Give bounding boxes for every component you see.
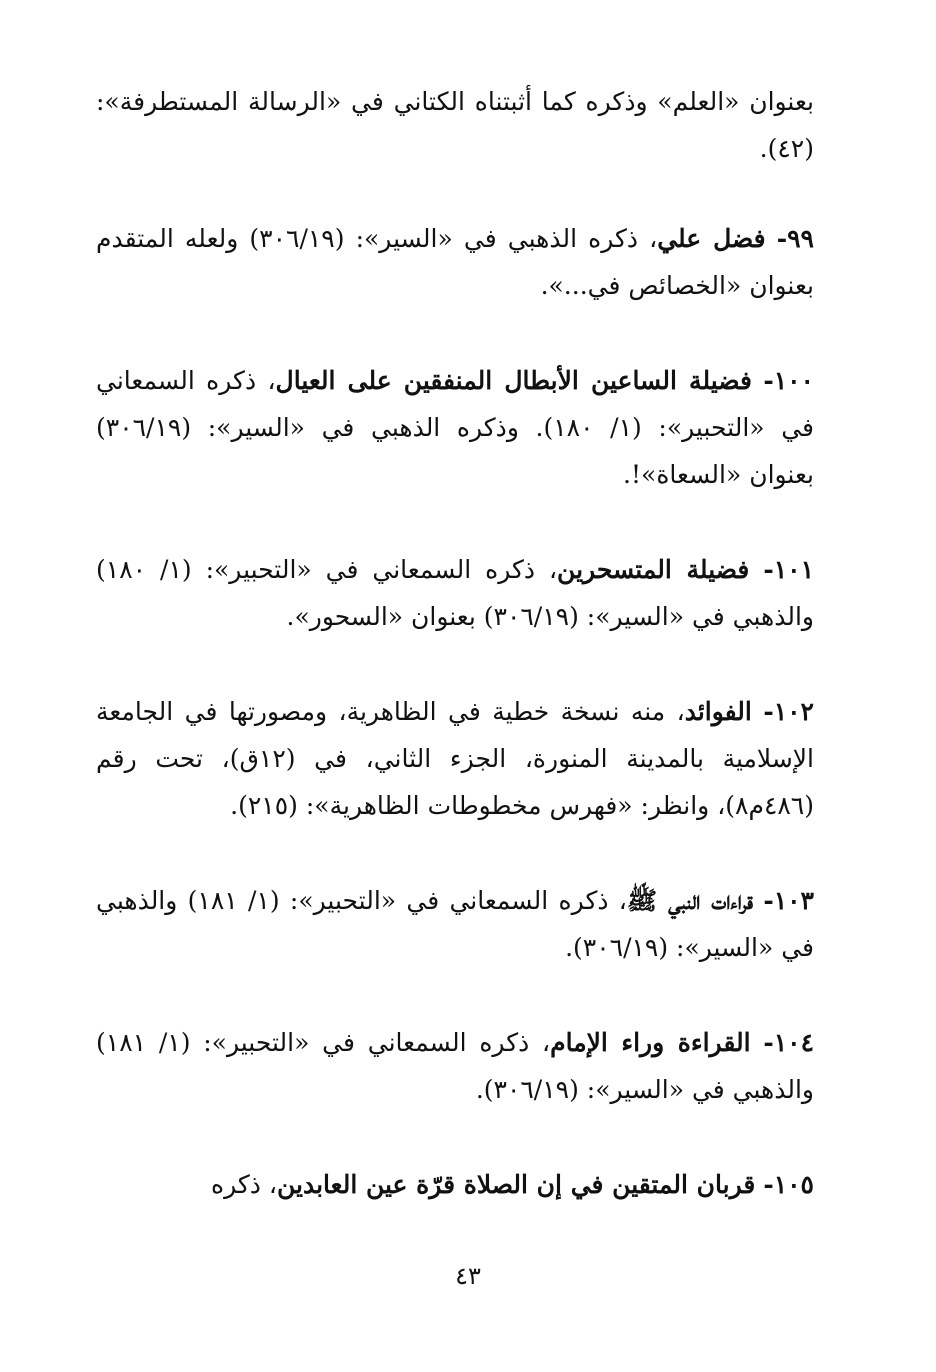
page-body <box>96 78 814 1256</box>
entry-number: ١٠٢- <box>763 697 814 726</box>
entry-title: الفوائد <box>684 697 752 726</box>
entry-100 <box>96 357 814 498</box>
entry-105 <box>96 1161 814 1208</box>
entry-number: ١٠٤- <box>763 1028 815 1057</box>
entry-103 <box>96 877 814 971</box>
entry-104 <box>96 1019 814 1113</box>
entry-102 <box>96 688 814 829</box>
entry-title: فضيلة المتسحرين <box>557 555 750 584</box>
entry-101 <box>96 546 814 640</box>
entry-text: ، منه نسخة خطية في الظاهرية، ومصورتها في الجامعة الإسلامية بالمدينة المنورة، الجزء الثاني، في (١٢ق)، تحت رقم (٤٨٦م٨)، وانظر: «فهرس مخطوطات الظاهرية»: (٢١٥). <box>96 697 814 820</box>
page-number: ٤٣ <box>455 1262 481 1290</box>
entry-number: ٩٩- <box>776 224 814 253</box>
intro-text: بعنوان «العلم» وذكره كما أثبتناه الكتاني في «الرسالة المستطرفة»: (٤٢). <box>96 87 814 163</box>
entry-text: ، ذكره السمعاني في «التحبير»: (١/ ١٨١) والذهبي في «السير»: (٣٠٦/١٩). <box>96 886 814 962</box>
entry-number: ١٠٠- <box>763 366 814 395</box>
entry-number: ١٠٣- <box>763 886 814 915</box>
entry-title: القراءة وراء الإمام <box>550 1028 751 1057</box>
entry-number: ١٠١- <box>763 555 815 584</box>
entry-title: قراءات النبي ﷺ <box>626 886 753 915</box>
entry-text: ، ذكره الذهبي في «السير»: (٣٠٦/١٩) ولعله المتقدم بعنوان «الخصائص في...». <box>96 224 814 300</box>
entry-99 <box>96 215 814 309</box>
entry-text: ، ذكره السمعاني في «التحبير»: (١/ ١٨٠). وذكره الذهبي في «السير»: (٣٠٦/١٩) بعنوان «السعاة»!. <box>96 366 814 489</box>
entry-title: فضل علي <box>657 224 766 253</box>
intro-paragraph <box>96 78 814 172</box>
entry-title: قربان المتقين في إن الصلاة قرّة عين العابدين <box>276 1170 756 1199</box>
entry-text: ، ذكره <box>211 1170 277 1199</box>
entry-number: ١٠٥- <box>763 1170 814 1199</box>
entry-text: ، ذكره السمعاني في «التحبير»: (١/ ١٨١) والذهبي في «السير»: (٣٠٦/١٩). <box>96 1028 814 1104</box>
entry-text: ، ذكره السمعاني في «التحبير»: (١/ ١٨٠) والذهبي في «السير»: (٣٠٦/١٩) بعنوان «السحور». <box>96 555 814 631</box>
entry-title: فضيلة الساعين الأبطال المنفقين على العيال <box>275 366 752 395</box>
